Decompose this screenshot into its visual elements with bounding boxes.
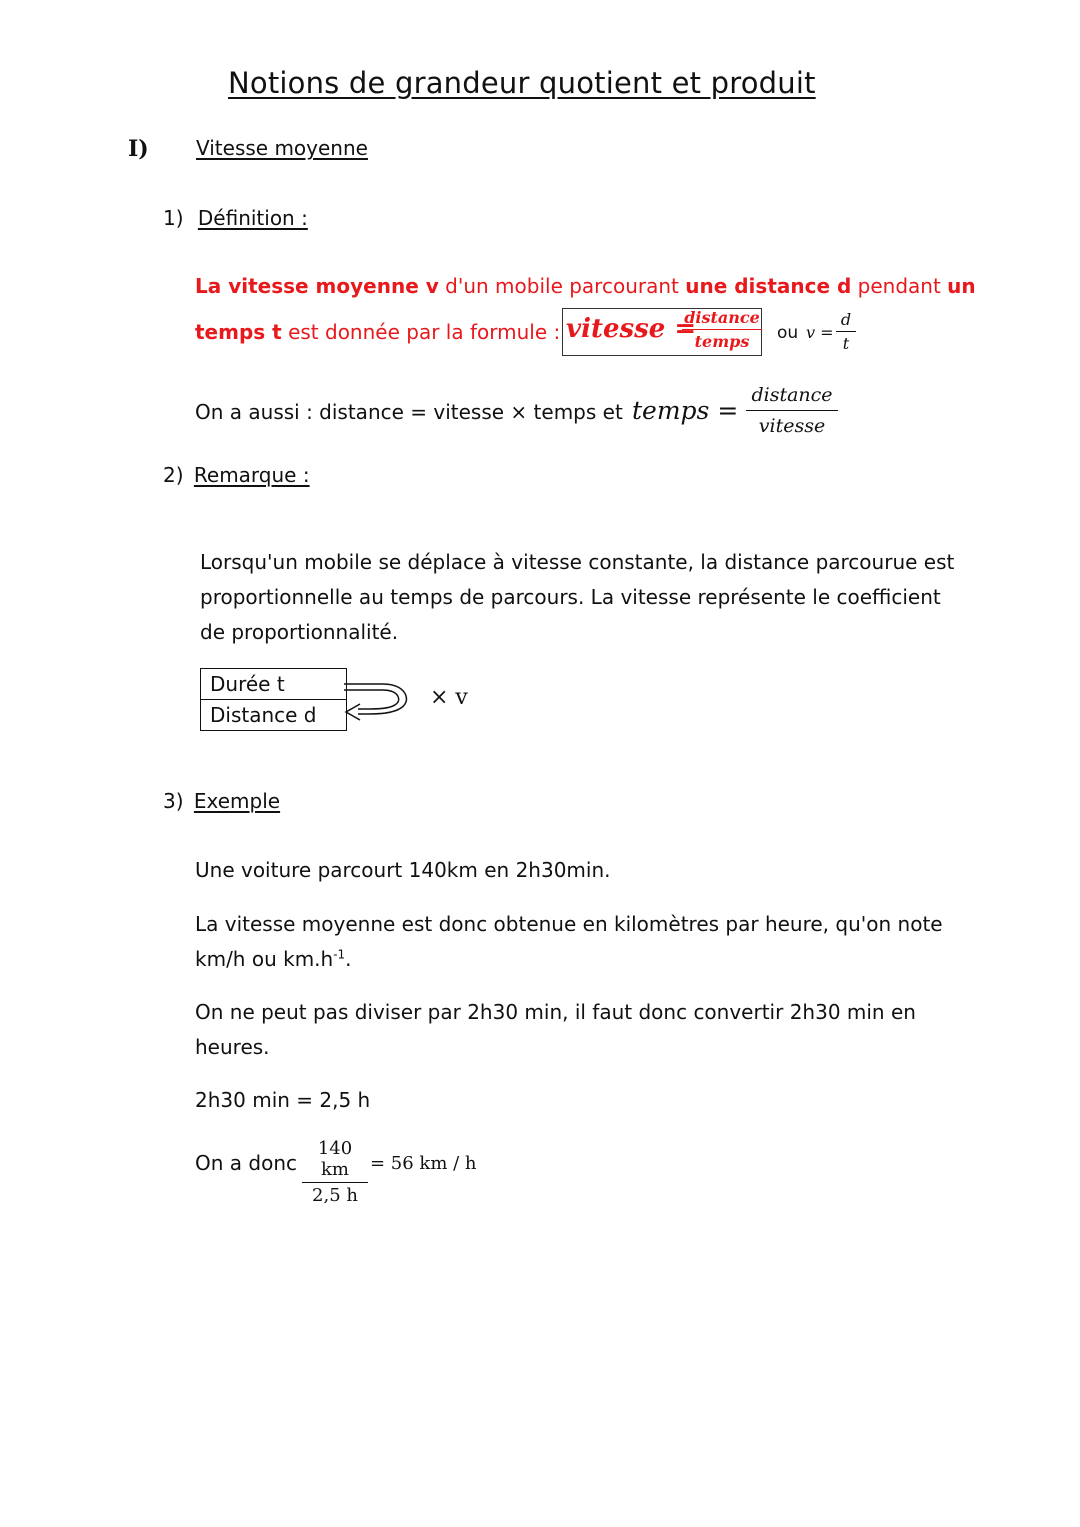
unit-text: km/h ou km.h bbox=[195, 947, 334, 971]
definition-text: pendant bbox=[851, 274, 948, 298]
remarque-line-1: Lorsqu'un mobile se déplace à vitesse constante, la distance parcourue est bbox=[200, 550, 955, 574]
section-title: Vitesse moyenne bbox=[196, 136, 368, 160]
multiplier-label: × v bbox=[430, 685, 468, 710]
conversion-text: 2h30 min = 2,5 h bbox=[195, 1088, 371, 1112]
exemple-p3-line2: heures. bbox=[195, 1035, 270, 1059]
alt-fraction bbox=[836, 310, 856, 353]
temps-denominator: vitesse bbox=[758, 415, 826, 437]
exemple-heading-number: 3) bbox=[163, 789, 184, 813]
remarque-heading bbox=[163, 463, 310, 487]
term-distance: une distance d bbox=[685, 274, 852, 298]
proportion-table bbox=[200, 668, 347, 731]
result-rhs: = 56 km / h bbox=[370, 1153, 477, 1174]
remarque-heading-number: 2) bbox=[163, 463, 184, 487]
temps-numerator: distance bbox=[751, 384, 833, 406]
definition-text: d'un mobile parcourant bbox=[438, 274, 686, 298]
table-row-distance: Distance d bbox=[201, 699, 346, 730]
fraction-bar bbox=[746, 410, 838, 411]
exemple-p3-line1: On ne peut pas diviser par 2h30 min, il faut donc convertir 2h30 min en bbox=[195, 1000, 916, 1024]
formula-lhs: vitesse = bbox=[566, 314, 697, 344]
remarque-line-3: de proportionnalité. bbox=[200, 620, 399, 644]
table-row-duree: Durée t bbox=[210, 672, 285, 696]
definition-text: est donnée par la formule : bbox=[281, 320, 561, 344]
remarque-line-2: proportionnelle au temps de parcours. La vitesse représente le coefficient bbox=[200, 585, 941, 609]
exemple-p1: Une voiture parcourt 140km en 2h30min. bbox=[195, 858, 611, 882]
alt-formula-lhs: v = bbox=[806, 323, 834, 342]
section-number: I) bbox=[128, 136, 149, 162]
exemple-heading-label: Exemple bbox=[193, 789, 281, 813]
exemple-heading bbox=[163, 789, 280, 813]
formula-denominator: temps bbox=[694, 332, 750, 351]
formula-fraction bbox=[682, 308, 762, 351]
result-denominator: 2,5 h bbox=[312, 1185, 358, 1206]
unit-end: . bbox=[345, 947, 352, 971]
definition-heading bbox=[163, 206, 308, 230]
page-title: Notions de grandeur quotient et produit bbox=[228, 66, 816, 100]
alt-numerator: d bbox=[840, 310, 852, 329]
alt-denominator: t bbox=[842, 334, 850, 353]
remarque-heading-label: Remarque : bbox=[193, 463, 310, 487]
fraction-bar bbox=[682, 329, 762, 330]
aussi-text: On a aussi : distance = vitesse × temps et bbox=[195, 400, 623, 424]
definition-line-2 bbox=[195, 320, 560, 344]
exemple-p2-line1: La vitesse moyenne est donc obtenue en kilomètres par heure, qu'on note bbox=[195, 912, 943, 936]
result-prefix: On a donc bbox=[195, 1151, 297, 1175]
definition-line-1 bbox=[195, 274, 976, 298]
term-vitesse-moyenne: La vitesse moyenne v bbox=[195, 274, 439, 298]
definition-text: un bbox=[947, 274, 976, 298]
formula-numerator: distance bbox=[684, 308, 760, 327]
result-numerator: 140 km bbox=[317, 1138, 353, 1180]
temps-fraction bbox=[746, 384, 838, 437]
exemple-p2-line2 bbox=[195, 947, 352, 971]
fraction-bar bbox=[302, 1182, 368, 1183]
ou-text: ou bbox=[777, 323, 799, 343]
definition-heading-number: 1) bbox=[163, 206, 184, 230]
term-temps: temps t bbox=[195, 320, 282, 344]
temps-formula-lhs: temps = bbox=[632, 396, 739, 425]
result-fraction bbox=[302, 1138, 368, 1206]
unit-exponent: -1 bbox=[333, 947, 346, 962]
definition-heading-label: Définition : bbox=[197, 206, 308, 230]
curved-arrow-icon bbox=[340, 676, 412, 726]
fraction-bar bbox=[836, 331, 856, 332]
